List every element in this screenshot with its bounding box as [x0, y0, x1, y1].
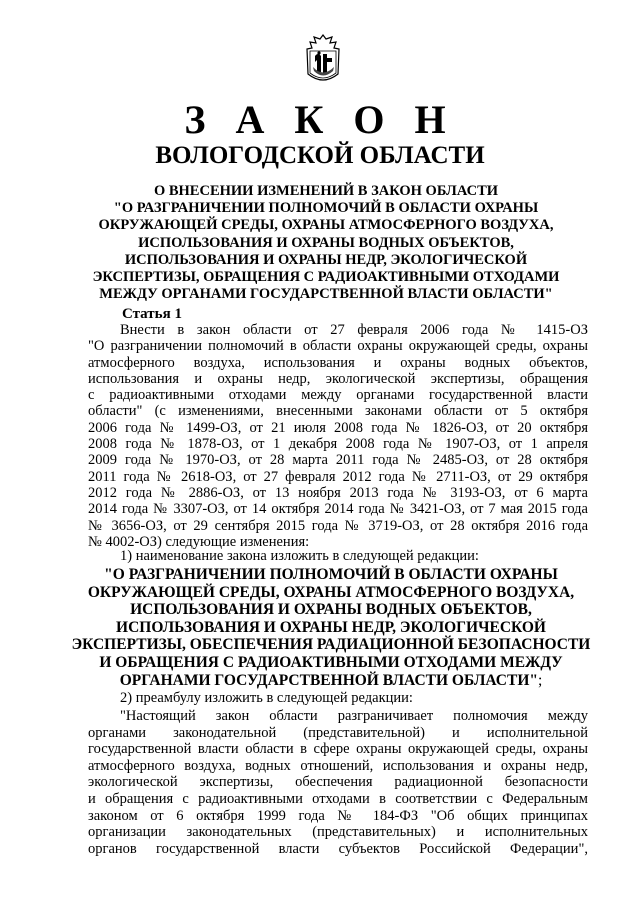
paragraph-line: органами законодательной (представительной) и исполнительной: [88, 724, 588, 741]
paragraph-line: законом от 6 октября 1999 года № 184-ФЗ "Об общих принципах: [88, 807, 588, 824]
paragraph-line: № 4002-ОЗ) следующие изменения:: [88, 533, 310, 550]
paragraph-line: атмосферного воздуха, водных отношений, использования и охраны недр,: [88, 757, 588, 774]
paragraph-line: с радиоактивными отходами между органами государственной власти: [88, 387, 588, 404]
new-title-line: ИСПОЛЬЗОВАНИЯ И ОХРАНЫ ВОДНЫХ ОБЪЕКТОВ,: [130, 601, 532, 619]
paragraph-line: "О разграничении полномочий в области охраны окружающей среды, охраны: [88, 338, 588, 355]
amendment-item-1: 1) наименование закона изложить в следующей редакции:: [120, 548, 479, 564]
law-subtitle: [76, 183, 576, 303]
paragraph-line: 2012 года № 2886-ОЗ, от 13 ноября 2013 года № 3193-ОЗ, от 6 марта: [88, 484, 588, 501]
paragraph-line: 2014 года № 3307-ОЗ, от 14 октября 2014 года № 3421-ОЗ, от 7 мая 2015 года: [88, 501, 588, 518]
paragraph-line: организации законодательных (представительных) и исполнительных: [88, 824, 588, 841]
vologda-coat-of-arms-icon: [306, 34, 340, 86]
subtitle-line: О ВНЕСЕНИИ ИЗМЕНЕНИЙ В ЗАКОН ОБЛАСТИ: [153, 183, 499, 199]
preamble-paragraph: [88, 708, 588, 857]
new-law-title: [70, 566, 592, 689]
new-title-line-last: [70, 672, 592, 690]
paragraph-line: 2006 года № 1499-ОЗ, от 21 июля 2008 года № 1826-ОЗ, от 20 октября: [88, 419, 588, 436]
subtitle-line: ИСПОЛЬЗОВАНИЯ И ОХРАНЫ ВОДНЫХ ОБЪЕКТОВ,: [138, 234, 514, 251]
paragraph-line: использования и охраны недр, экологической экспертизы, обращения: [88, 370, 588, 387]
new-title-line: ОРГАНАМИ ГОСУДАРСТВЕННОЙ ВЛАСТИ ОБЛАСТИ": [119, 671, 538, 689]
paragraph-line: 2009 года № 1970-ОЗ, от 28 марта 2011 года № 2485-ОЗ, от 28 октября: [88, 452, 588, 469]
paragraph-line: № 3656-ОЗ, от 29 сентября 2015 года № 3719-ОЗ, от 28 октября 2016 года: [88, 517, 588, 534]
paragraph-line: 2011 года № 2618-ОЗ, от 27 февраля 2012 года № 2711-ОЗ, от 29 октября: [88, 468, 588, 485]
new-title-line: "О РАЗГРАНИЧЕНИИ ПОЛНОМОЧИЙ В ОБЛАСТИ ОХРАНЫ: [104, 566, 558, 583]
document-title: З А К О Н: [184, 97, 456, 142]
paragraph-line: "Настоящий закон области разграничивает полномочия между: [120, 708, 588, 724]
paragraph-line: экологической экспертизы, обеспечения радиационной безопасности: [88, 774, 588, 791]
paragraph-line: 2008 года № 1878-ОЗ, от 1 декабря 2008 года № 1907-ОЗ, от 1 апреля: [88, 436, 588, 453]
subtitle-line: ОКРУЖАЮЩЕЙ СРЕДЫ, ОХРАНЫ АТМОСФЕРНОГО ВОЗДУХА,: [98, 217, 554, 234]
article-heading: Статья 1: [122, 306, 182, 322]
subtitle-line: ИСПОЛЬЗОВАНИЯ И ОХРАНЫ НЕДР, ЭКОЛОГИЧЕСКОЙ: [124, 251, 528, 268]
paragraph-line: органов государственной власти субъектов Российской Федерации",: [88, 840, 588, 857]
new-title-line: ИСПОЛЬЗОВАНИЯ И ОХРАНЫ НЕДР, ЭКОЛОГИЧЕСКОЙ: [116, 618, 546, 636]
subtitle-line: МЕЖДУ ОРГАНАМИ ГОСУДАРСТВЕННОЙ ВЛАСТИ ОБЛАСТИ": [99, 286, 553, 303]
paragraph-line: области" (с изменениями, внесенными законами области от 5 октября: [88, 403, 588, 420]
new-title-tail: ;: [538, 671, 543, 689]
subtitle-line: "О РАЗГРАНИЧЕНИИ ПОЛНОМОЧИЙ В ОБЛАСТИ ОХРАНЫ: [113, 200, 539, 217]
paragraph-line: и обращения с радиоактивными отходами в соответствии с Федеральным: [88, 790, 588, 807]
article-intro-paragraph: [88, 322, 588, 550]
amendment-item-2: 2) преамбулу изложить в следующей редакции:: [120, 690, 413, 706]
paragraph-line: атмосферного воздуха, использования и охраны водных объектов,: [88, 354, 588, 371]
region-title: ВОЛОГОДСКОЙ ОБЛАСТИ: [155, 142, 485, 169]
paragraph-line: Внести в закон области от 27 февраля 2006 года № 1415-ОЗ: [120, 322, 588, 338]
paragraph-line: государственной власти области в сфере охраны окружающей среды, охраны: [88, 741, 588, 758]
subtitle-line: ЭКСПЕРТИЗЫ, ОБРАЩЕНИЯ С РАДИОАКТИВНЫМИ ОТХОДАМИ: [92, 269, 560, 286]
new-title-line: ЭКСПЕРТИЗЫ, ОБЕСПЕЧЕНИЯ РАДИАЦИОННОЙ БЕЗОПАСНОСТИ: [71, 636, 591, 654]
new-title-line: ОКРУЖАЮЩЕЙ СРЕДЫ, ОХРАНЫ АТМОСФЕРНОГО ВОЗДУХА,: [87, 583, 575, 601]
new-title-line: И ОБРАЩЕНИЯ С РАДИОАКТИВНЫМИ ОТХОДАМИ МЕЖДУ: [99, 653, 563, 671]
